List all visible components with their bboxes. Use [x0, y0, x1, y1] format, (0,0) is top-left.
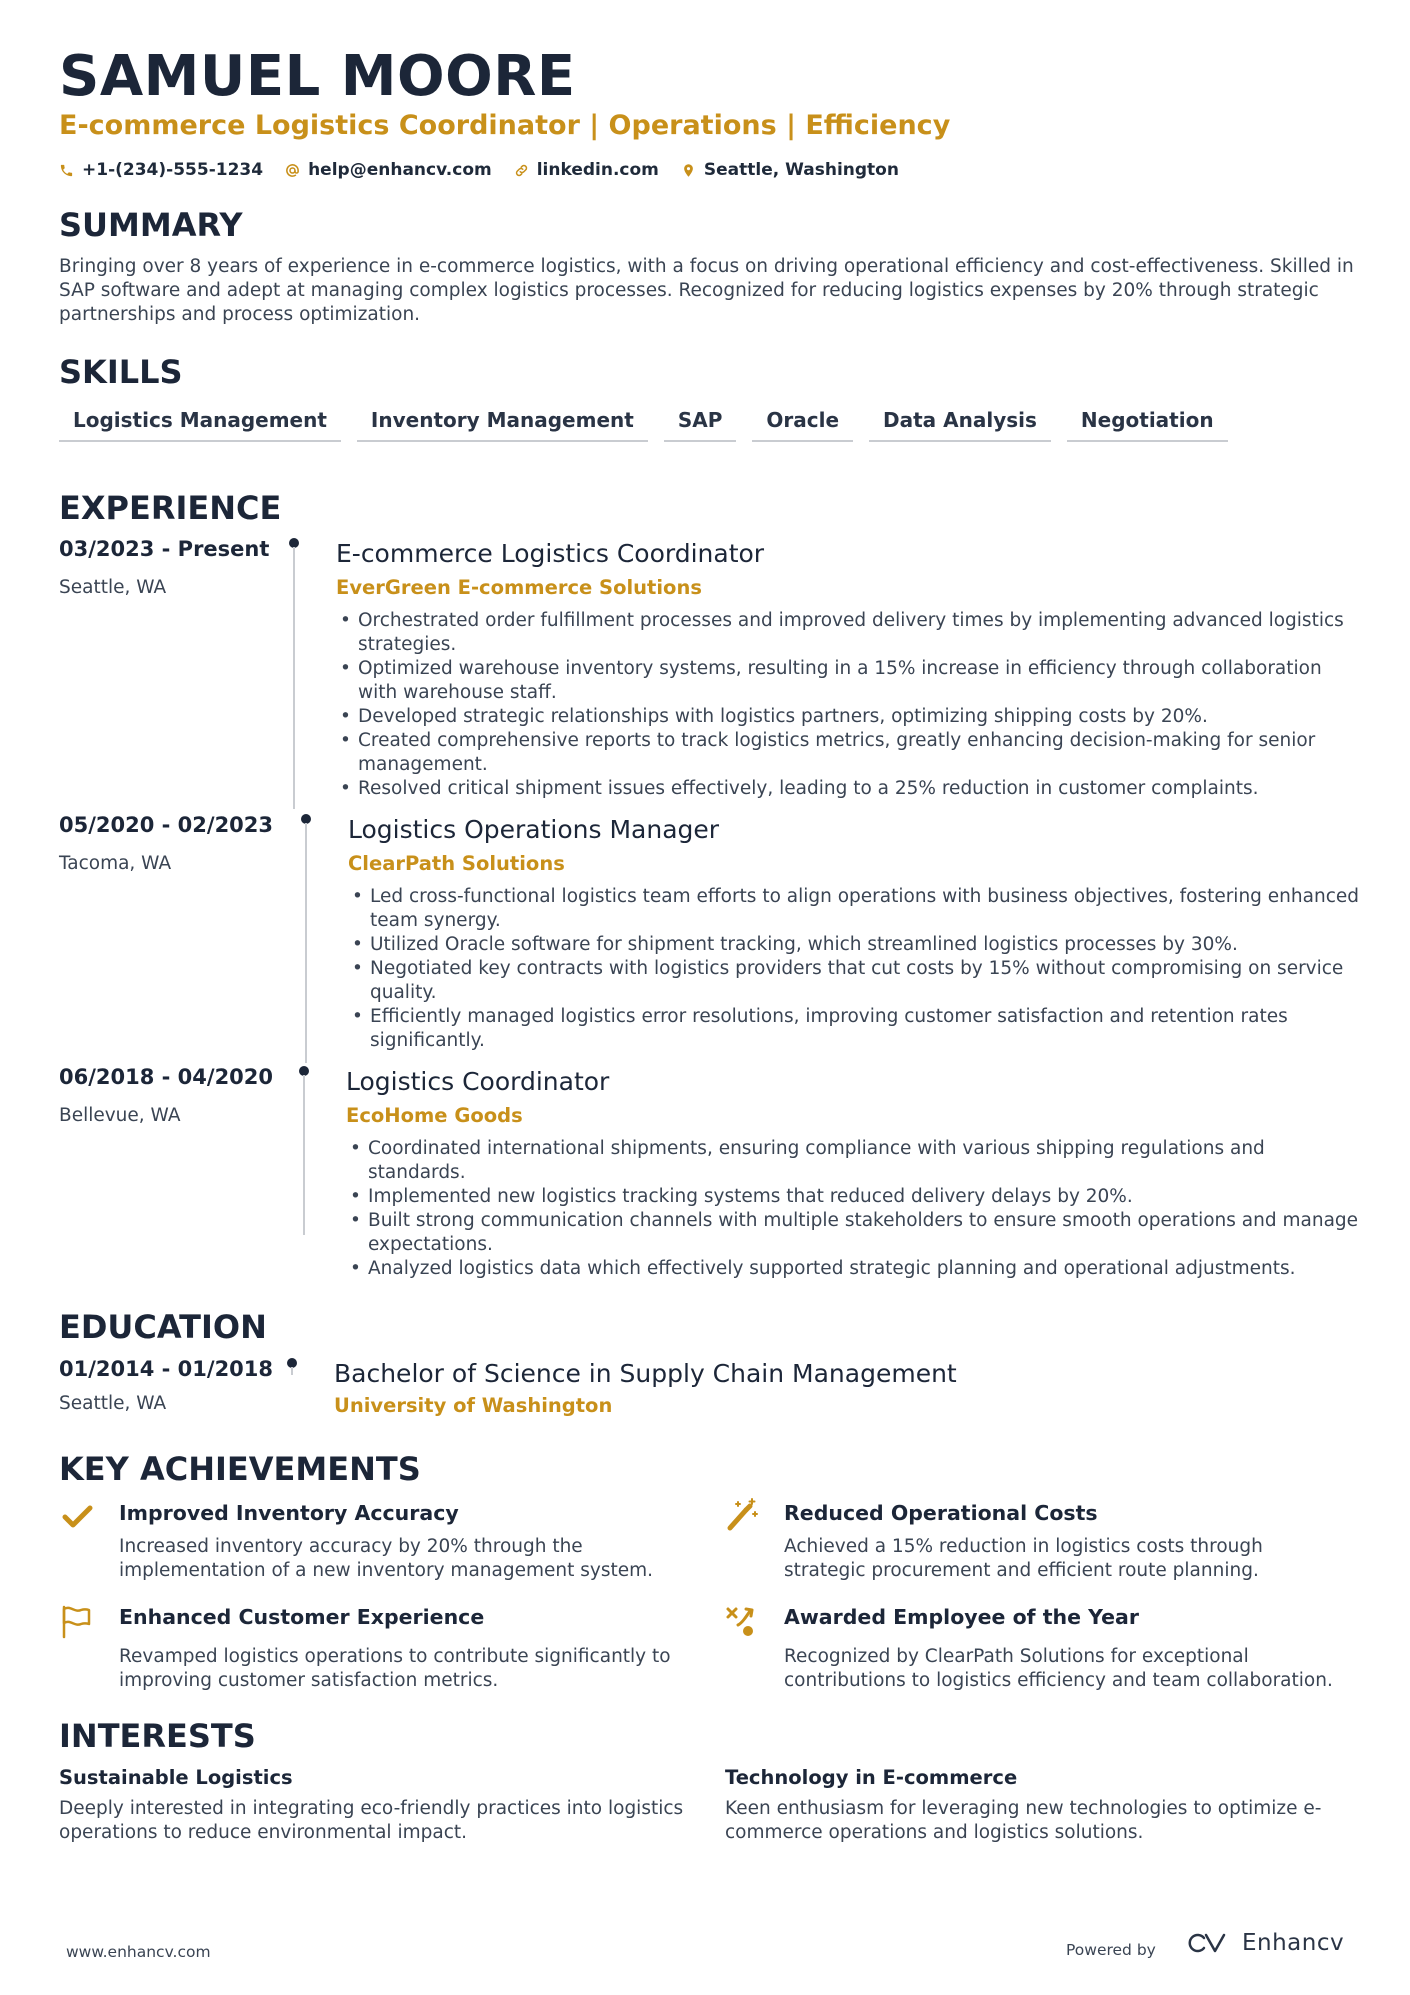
- interests-heading: INTERESTS: [59, 1717, 256, 1755]
- contact-phone-text: +1-(234)-555-1234: [82, 160, 264, 180]
- summary-text: Bringing over 8 years of experience in e-commerce logistics, with a focus on driving operational efficiency and cost-effectiveness. Skilled in SAP software and adept at managing complex logistics processes. Recognized for reducing logistics expenses by 20% through strategic partnerships and process optimization.: [59, 256, 1354, 325]
- timeline-line: [303, 1075, 305, 1235]
- achievement-title: Awarded Employee of the Year: [784, 1605, 1139, 1629]
- contact-location-text: Seattle, Washington: [703, 160, 899, 180]
- skills-list: [59, 408, 1228, 442]
- contact-location: [681, 160, 899, 180]
- bullet-item: • Utilized Oracle software for shipment tracking, which streamlined logistics processes by 30%.: [348, 933, 1368, 957]
- achievement-desc: Increased inventory accuracy by 20% through the implementation of a new inventory management system.: [119, 1536, 654, 1581]
- bullet-item: • Orchestrated order fulfillment processes and improved delivery times by implementing advanced logistics strategies.: [336, 609, 1356, 657]
- bullet-item: • Efficiently managed logistics error resolutions, improving customer satisfaction and retention rates significantly.: [348, 1005, 1368, 1053]
- education-school: University of Washington: [334, 1394, 613, 1417]
- skill-tag: Oracle: [752, 408, 853, 442]
- interest-item: [59, 1766, 699, 1845]
- contact-email-text: help@enhancv.com: [308, 160, 492, 180]
- experience-heading: EXPERIENCE: [59, 489, 282, 527]
- contact-linkedin[interactable]: [514, 160, 659, 180]
- magic-wand-icon: [724, 1496, 760, 1532]
- checkmark-icon: [59, 1499, 95, 1535]
- at-icon: [285, 163, 300, 178]
- enhancv-logo-icon: [1186, 1930, 1234, 1956]
- experience-company: ClearPath Solutions: [348, 852, 565, 875]
- bullet-item: • Developed strategic relationships with logistics partners, optimizing shipping costs by 20%.: [336, 705, 1356, 729]
- bullet-item: • Implemented new logistics tracking systems that reduced delivery delays by 20%.: [346, 1185, 1366, 1209]
- education-location: Seattle, WA: [59, 1393, 167, 1414]
- footer-brand-name: Enhancv: [1242, 1930, 1345, 1956]
- timeline-line: [291, 1367, 293, 1375]
- timeline-line: [305, 823, 307, 1063]
- flag-icon: [59, 1603, 95, 1639]
- contact-bar: [59, 160, 899, 180]
- bullet-item: • Analyzed logistics data which effectively supported strategic planning and operational adjustments.: [346, 1257, 1366, 1281]
- skills-heading: SKILLS: [59, 353, 183, 391]
- candidate-name: SAMUEL MOORE: [59, 44, 576, 109]
- bullet-item: • Resolved critical shipment issues effectively, leading to a 25% reduction in customer complaints.: [336, 777, 1356, 801]
- contact-phone[interactable]: [59, 160, 263, 180]
- achievement-desc: Revamped logistics operations to contribute significantly to improving customer satisfaction metrics.: [119, 1646, 671, 1691]
- skill-tag: SAP: [664, 408, 737, 442]
- experience-role: Logistics Coordinator: [346, 1067, 610, 1096]
- skill-tag: Data Analysis: [869, 408, 1051, 442]
- bullet-item: • Built strong communication channels with multiple stakeholders to ensure smooth operations and manage expectations.: [346, 1209, 1366, 1257]
- achievement-title: Improved Inventory Accuracy: [119, 1501, 459, 1525]
- education-heading: EDUCATION: [59, 1308, 267, 1346]
- experience-bullets: [336, 609, 1356, 801]
- experience-role: Logistics Operations Manager: [348, 815, 720, 844]
- bullet-item: • Optimized warehouse inventory systems, resulting in a 15% increase in efficiency through collaboration with warehouse staff.: [336, 657, 1356, 705]
- interest-desc: Keen enthusiasm for leveraging new technologies to optimize e-commerce operations and logistics solutions.: [725, 1798, 1322, 1843]
- interest-desc: Deeply interested in integrating eco-friendly practices into logistics operations to reduce environmental impact.: [59, 1798, 684, 1843]
- timeline-line: [293, 547, 295, 809]
- experience-company: EcoHome Goods: [346, 1104, 523, 1127]
- bullet-item: • Coordinated international shipments, ensuring compliance with various shipping regulations and standards.: [346, 1137, 1366, 1185]
- footer-url-link[interactable]: www.enhancv.com: [66, 1943, 211, 1961]
- interest-title: Technology in E-commerce: [725, 1766, 1018, 1789]
- contact-email[interactable]: [285, 160, 492, 180]
- link-icon: [514, 163, 529, 178]
- footer-brand-logo[interactable]: [1186, 1930, 1344, 1956]
- bullet-item: • Negotiated key contracts with logistics providers that cut costs by 15% without compromising on service quality.: [348, 957, 1368, 1005]
- summary-heading: SUMMARY: [59, 206, 243, 244]
- experience-date: 06/2018 - 04/2020: [59, 1065, 274, 1089]
- achievement-title: Enhanced Customer Experience: [119, 1605, 485, 1629]
- interest-item: [725, 1766, 1365, 1845]
- experience-bullets: [348, 885, 1368, 1053]
- experience-body: [348, 813, 1368, 1053]
- experience-location: Seattle, WA: [59, 577, 167, 598]
- experience-location: Bellevue, WA: [59, 1105, 181, 1126]
- experience-bullets: [346, 1137, 1366, 1281]
- achievement-title: Reduced Operational Costs: [784, 1501, 1098, 1525]
- bullet-item: • Created comprehensive reports to track logistics metrics, greatly enhancing decision-making for senior management.: [336, 729, 1356, 777]
- skill-tag: Logistics Management: [59, 408, 341, 442]
- skill-tag: Negotiation: [1067, 408, 1228, 442]
- candidate-headline: E-commerce Logistics Coordinator | Operations | Efficiency: [59, 110, 951, 141]
- achievement-desc: Recognized by ClearPath Solutions for exceptional contributions to logistics efficiency and team collaboration.: [784, 1646, 1333, 1691]
- skill-tag: Inventory Management: [357, 408, 648, 442]
- experience-body: [346, 1065, 1366, 1281]
- interest-title: Sustainable Logistics: [59, 1766, 293, 1789]
- experience-role: E-commerce Logistics Coordinator: [336, 539, 765, 568]
- bullet-item: • Led cross-functional logistics team efforts to align operations with business objectives, fostering enhanced team synergy.: [348, 885, 1368, 933]
- experience-date: 03/2023 - Present: [59, 537, 270, 561]
- strategy-icon: [724, 1603, 760, 1639]
- location-icon: [681, 163, 696, 178]
- education-body: [334, 1357, 1354, 1417]
- achievements-heading: KEY ACHIEVEMENTS: [59, 1450, 421, 1488]
- footer-powered-by: Powered by: [1066, 1941, 1156, 1959]
- experience-location: Tacoma, WA: [59, 853, 172, 874]
- phone-icon: [59, 163, 74, 178]
- experience-body: [336, 537, 1356, 801]
- education-degree: Bachelor of Science in Supply Chain Management: [334, 1359, 957, 1388]
- education-date: 01/2014 - 01/2018: [59, 1357, 274, 1381]
- achievement-desc: Achieved a 15% reduction in logistics costs through strategic procurement and efficient route planning.: [784, 1536, 1263, 1581]
- experience-company: EverGreen E-commerce Solutions: [336, 576, 702, 599]
- experience-date: 05/2020 - 02/2023: [59, 813, 274, 837]
- contact-linkedin-text: linkedin.com: [536, 160, 659, 180]
